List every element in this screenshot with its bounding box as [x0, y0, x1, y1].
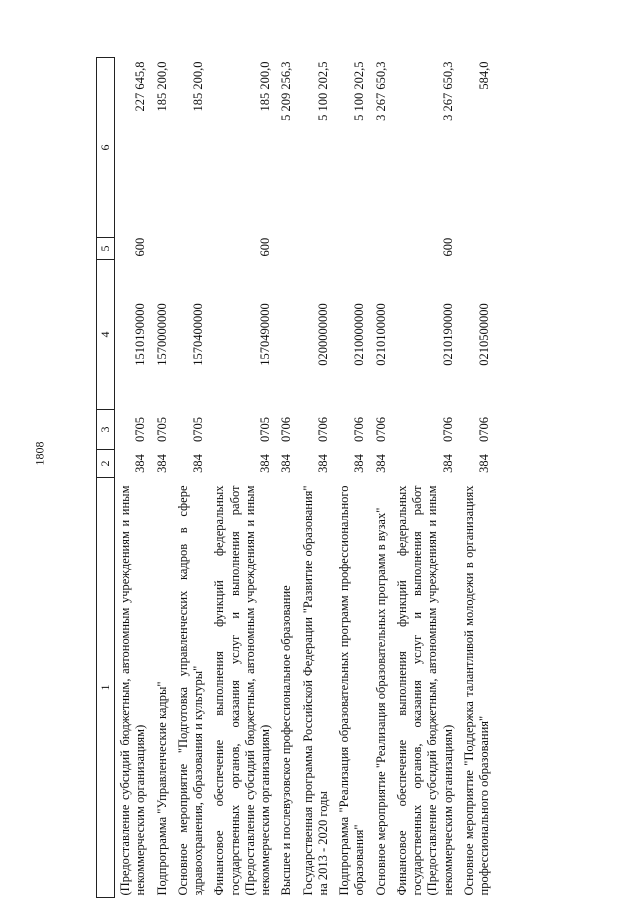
- row-target-article: 1510190000: [133, 303, 148, 366]
- row-grbs: 384: [191, 454, 205, 473]
- row-section: 0706: [440, 417, 455, 442]
- page-number: 1808: [32, 441, 47, 466]
- table-row: [334, 58, 371, 898]
- row-section: 0706: [373, 417, 388, 442]
- row-target-article: 1570400000: [191, 303, 205, 366]
- row-expense-type: [371, 238, 392, 260]
- row-target-article: 0210100000: [373, 303, 388, 366]
- row-grbs: 384: [477, 454, 491, 473]
- row-name: Финансовое обеспечение выполнения функций федеральных государственных органов, оказания услуг и выполнения работ (Предоставление субсидий бюджетным, автономным учреждениям и иным некоммерческим организациям): [394, 485, 455, 896]
- row-target-article: 1570000000: [154, 303, 169, 366]
- header-col-1: 1: [97, 478, 115, 898]
- row-amount: 584,0: [477, 61, 491, 90]
- row-amount: 185 200,0: [154, 61, 169, 112]
- table-row: [298, 58, 335, 898]
- row-grbs: 384: [440, 454, 455, 473]
- row-grbs: 384: [258, 454, 272, 473]
- row-target-article: 0210190000: [440, 303, 455, 366]
- row-target-article: 0210500000: [477, 303, 491, 366]
- table-row: [459, 58, 496, 898]
- row-section: 0706: [279, 417, 294, 442]
- table-row: [276, 58, 297, 898]
- row-name: (Предоставление субсидий бюджетным, автономным учреждениям и иным некоммерческим организациям): [118, 485, 148, 896]
- table-row: [371, 58, 392, 898]
- row-name: Основное мероприятие "Поддержка талантливой молодежи в организациях профессионального образования": [461, 485, 491, 896]
- row-amount: 3 267 650,3: [373, 61, 388, 121]
- row-target-article: [276, 260, 297, 410]
- row-amount: 227 645,8: [133, 61, 148, 112]
- row-amount: 5 100 202,5: [352, 61, 367, 121]
- row-name: Основное мероприятие "Подготовка управленческих кадров в сфере здравоохранения, образования и культуры": [175, 485, 205, 896]
- table-row: [115, 58, 152, 898]
- row-expense-type: [334, 238, 371, 260]
- rotated-page-content: [96, 58, 566, 898]
- row-expense-type: [298, 238, 335, 260]
- row-name: Подпрограмма "Управленческие кадры": [154, 681, 169, 896]
- table-row: [392, 58, 459, 898]
- row-target-article: 0200000000: [315, 303, 330, 366]
- row-section: 0705: [154, 417, 169, 442]
- row-section: 0706: [315, 417, 330, 442]
- row-section: 0706: [477, 417, 491, 442]
- row-expense-type: [459, 238, 496, 260]
- row-name: Основное мероприятие "Реализация образовательных программ в вузах": [373, 507, 388, 896]
- row-amount: 5 209 256,3: [279, 61, 294, 121]
- table-row: [173, 58, 210, 898]
- row-target-article: 0210000000: [352, 303, 367, 366]
- table-row: [152, 58, 173, 898]
- row-amount: 185 200,0: [191, 61, 205, 112]
- row-grbs: 384: [154, 454, 169, 473]
- row-name: Государственная программа Российской Федерации "Развитие образования" на 2013 - 2020 годы: [300, 485, 330, 896]
- row-target-article: 1570490000: [258, 303, 272, 366]
- row-amount: 185 200,0: [258, 61, 272, 112]
- row-expense-type: [173, 238, 210, 260]
- row-expense-type: 600: [440, 237, 455, 257]
- row-name: Подпрограмма "Реализация образовательных программ профессионального образования": [337, 485, 367, 896]
- row-expense-type: [276, 238, 297, 260]
- header-col-4: 4: [97, 260, 115, 410]
- row-grbs: 384: [373, 454, 388, 473]
- budget-table: [96, 57, 495, 898]
- row-section: 0705: [133, 417, 148, 442]
- row-amount: 3 267 650,3: [440, 61, 455, 121]
- table-row: [209, 58, 276, 898]
- header-col-5: 5: [97, 238, 115, 260]
- header-col-6: 6: [97, 58, 115, 238]
- row-section: 0706: [352, 417, 367, 442]
- header-col-2: 2: [97, 450, 115, 478]
- header-col-3: 3: [97, 410, 115, 450]
- row-name: Финансовое обеспечение выполнения функций федеральных государственных органов, оказания услуг и выполнения работ (Предоставление субсидий бюджетным, автономным учреждениям и иным некоммерческим организациям): [212, 485, 272, 896]
- row-expense-type: 600: [133, 237, 148, 257]
- row-section: 0705: [191, 417, 205, 442]
- row-expense-type: 600: [258, 237, 272, 257]
- row-name: Высшее и послевузовское профессиональное образование: [279, 585, 294, 896]
- row-expense-type: [152, 238, 173, 260]
- row-grbs: 384: [315, 454, 330, 473]
- row-grbs: 384: [279, 454, 294, 473]
- row-grbs: 384: [352, 454, 367, 473]
- row-section: 0705: [258, 417, 272, 442]
- row-amount: 5 100 202,5: [315, 61, 330, 121]
- row-grbs: 384: [133, 454, 148, 473]
- header-row: [97, 58, 115, 898]
